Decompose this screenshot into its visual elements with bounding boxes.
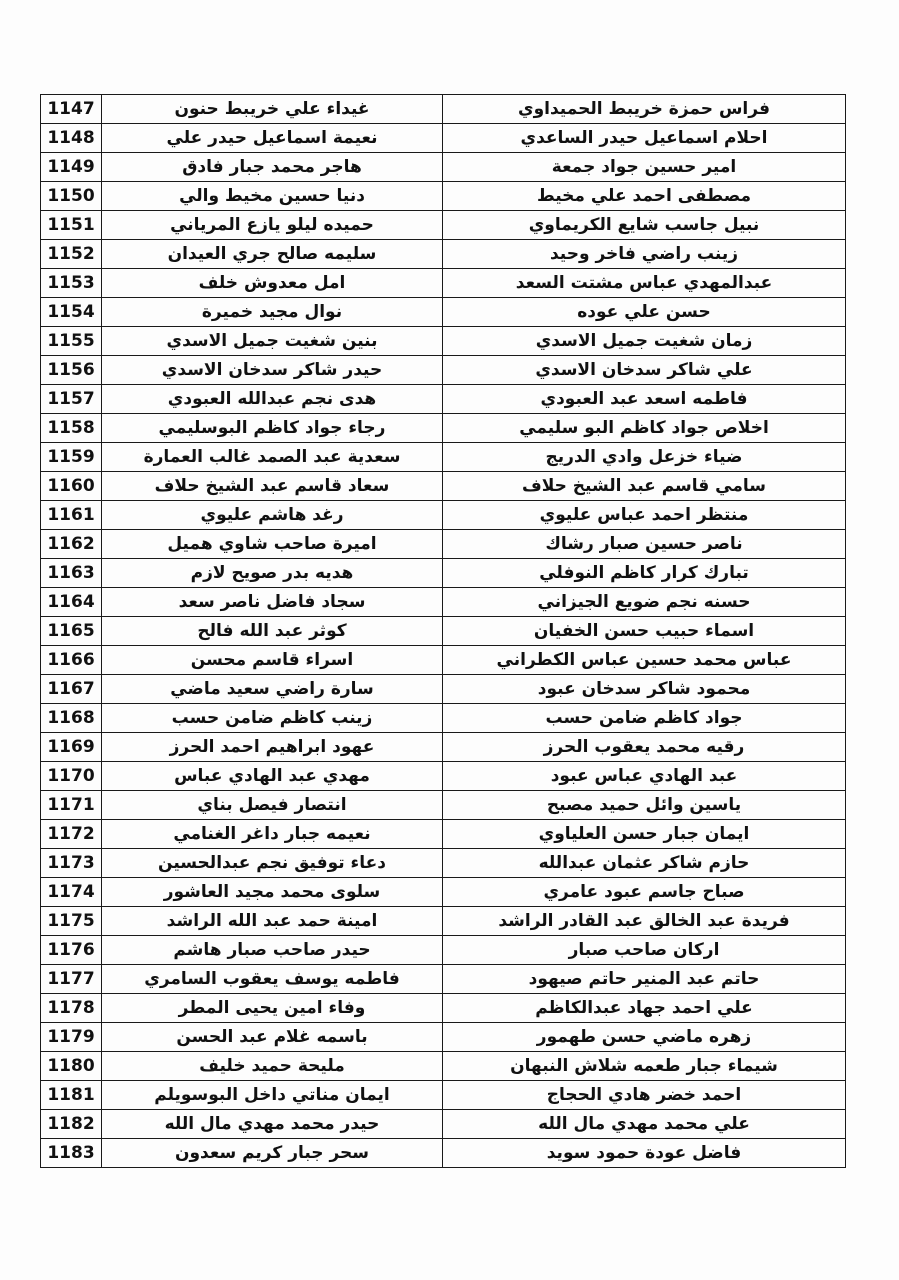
first-name-cell: احمد خضر هادي الحجاج — [443, 1081, 846, 1110]
table-row — [41, 965, 846, 994]
row-number: 1178 — [41, 994, 102, 1023]
row-number: 1175 — [41, 907, 102, 936]
first-name-cell: رقيه محمد يعقوب الحرز — [443, 733, 846, 762]
second-name-cell: نعيمة اسماعيل حيدر علي — [102, 124, 443, 153]
row-number: 1161 — [41, 501, 102, 530]
row-number: 1154 — [41, 298, 102, 327]
row-number: 1159 — [41, 443, 102, 472]
second-name-cell: نعيمه جبار داغر الغنامي — [102, 820, 443, 849]
first-name-cell: عبد الهادي عباس عبود — [443, 762, 846, 791]
names-table — [40, 94, 846, 1168]
table-row — [41, 791, 846, 820]
first-name-cell: فراس حمزة خريبط الحميداوي — [443, 95, 846, 124]
row-number: 1182 — [41, 1110, 102, 1139]
first-name-cell: اسماء حبيب حسن الخفيان — [443, 617, 846, 646]
second-name-cell: وفاء امين يحيى المطر — [102, 994, 443, 1023]
row-number: 1158 — [41, 414, 102, 443]
first-name-cell: زينب راضي فاخر وحيد — [443, 240, 846, 269]
first-name-cell: فريدة عبد الخالق عبد القادر الراشد — [443, 907, 846, 936]
second-name-cell: مهدي عبد الهادي عباس — [102, 762, 443, 791]
second-name-cell: امل معدوش خلف — [102, 269, 443, 298]
row-number: 1168 — [41, 704, 102, 733]
table-row — [41, 994, 846, 1023]
table-row — [41, 182, 846, 211]
table-row — [41, 878, 846, 907]
names-table-body — [41, 95, 846, 1168]
second-name-cell: اسراء قاسم محسن — [102, 646, 443, 675]
table-row — [41, 211, 846, 240]
first-name-cell: اخلاص جواد كاظم البو سليمي — [443, 414, 846, 443]
row-number: 1176 — [41, 936, 102, 965]
second-name-cell: ايمان مناتي داخل البوسويلم — [102, 1081, 443, 1110]
row-number: 1157 — [41, 385, 102, 414]
row-number: 1163 — [41, 559, 102, 588]
row-number: 1162 — [41, 530, 102, 559]
first-name-cell: عباس محمد حسين عباس الكطراني — [443, 646, 846, 675]
first-name-cell: ياسين وائل حميد مصبح — [443, 791, 846, 820]
second-name-cell: عهود ابراهيم احمد الحرز — [102, 733, 443, 762]
first-name-cell: منتظر احمد عباس عليوي — [443, 501, 846, 530]
table-row — [41, 1081, 846, 1110]
table-row — [41, 820, 846, 849]
first-name-cell: شيماء جبار طعمه شلاش النبهان — [443, 1052, 846, 1081]
table-row — [41, 617, 846, 646]
second-name-cell: حيدر شاكر سدخان الاسدي — [102, 356, 443, 385]
row-number: 1181 — [41, 1081, 102, 1110]
first-name-cell: زمان شغيت جميل الاسدي — [443, 327, 846, 356]
second-name-cell: بنين شغيت جميل الاسدي — [102, 327, 443, 356]
first-name-cell: محمود شاكر سدخان عبود — [443, 675, 846, 704]
row-number: 1160 — [41, 472, 102, 501]
second-name-cell: حميده ليلو يازع المرياني — [102, 211, 443, 240]
table-row — [41, 559, 846, 588]
second-name-cell: هدى نجم عبدالله العبودي — [102, 385, 443, 414]
first-name-cell: علي شاكر سدخان الاسدي — [443, 356, 846, 385]
second-name-cell: انتصار فيصل بناي — [102, 791, 443, 820]
second-name-cell: فاطمه يوسف يعقوب السامري — [102, 965, 443, 994]
first-name-cell: سامي قاسم عبد الشيخ حلاف — [443, 472, 846, 501]
table-row — [41, 414, 846, 443]
second-name-cell: رجاء جواد كاظم البوسليمي — [102, 414, 443, 443]
row-number: 1152 — [41, 240, 102, 269]
row-number: 1165 — [41, 617, 102, 646]
table-row — [41, 907, 846, 936]
table-row — [41, 298, 846, 327]
row-number: 1155 — [41, 327, 102, 356]
row-number: 1147 — [41, 95, 102, 124]
table-row — [41, 936, 846, 965]
second-name-cell: غيداء علي خريبط حنون — [102, 95, 443, 124]
second-name-cell: سحر جبار كريم سعدون — [102, 1139, 443, 1168]
first-name-cell: تبارك كرار كاظم النوفلي — [443, 559, 846, 588]
second-name-cell: سعاد قاسم عبد الشيخ حلاف — [102, 472, 443, 501]
table-row — [41, 849, 846, 878]
second-name-cell: دنيا حسين مخيط والي — [102, 182, 443, 211]
table-row — [41, 675, 846, 704]
second-name-cell: حيدر صاحب صبار هاشم — [102, 936, 443, 965]
second-name-cell: امينة حمد عبد الله الراشد — [102, 907, 443, 936]
table-row — [41, 530, 846, 559]
row-number: 1174 — [41, 878, 102, 907]
table-row — [41, 356, 846, 385]
second-name-cell: سعدية عبد الصمد غالب العمارة — [102, 443, 443, 472]
table-row — [41, 1052, 846, 1081]
table-row — [41, 472, 846, 501]
first-name-cell: مصطفى احمد علي مخيط — [443, 182, 846, 211]
second-name-cell: رغد هاشم عليوي — [102, 501, 443, 530]
row-number: 1149 — [41, 153, 102, 182]
first-name-cell: احلام اسماعيل حيدر الساعدي — [443, 124, 846, 153]
first-name-cell: صباح جاسم عبود عامري — [443, 878, 846, 907]
first-name-cell: فاطمه اسعد عبد العبودي — [443, 385, 846, 414]
table-row — [41, 240, 846, 269]
table-row — [41, 385, 846, 414]
table-row — [41, 501, 846, 530]
table-row — [41, 443, 846, 472]
first-name-cell: حازم شاكر عثمان عبدالله — [443, 849, 846, 878]
table-row — [41, 733, 846, 762]
table-row — [41, 704, 846, 733]
row-number: 1166 — [41, 646, 102, 675]
table-row — [41, 124, 846, 153]
row-number: 1177 — [41, 965, 102, 994]
table-row — [41, 1139, 846, 1168]
second-name-cell: كوثر عبد الله فالح — [102, 617, 443, 646]
first-name-cell: علي محمد مهدي مال الله — [443, 1110, 846, 1139]
table-row — [41, 269, 846, 298]
first-name-cell: علي احمد جهاد عبدالكاظم — [443, 994, 846, 1023]
row-number: 1183 — [41, 1139, 102, 1168]
second-name-cell: زينب كاظم ضامن حسب — [102, 704, 443, 733]
first-name-cell: ناصر حسين صبار رشاك — [443, 530, 846, 559]
first-name-cell: ضياء خزعل وادي الدريج — [443, 443, 846, 472]
first-name-cell: حسنه نجم ضويع الجيزاني — [443, 588, 846, 617]
first-name-cell: حسن علي عوده — [443, 298, 846, 327]
table-row — [41, 646, 846, 675]
row-number: 1167 — [41, 675, 102, 704]
row-number: 1169 — [41, 733, 102, 762]
row-number: 1179 — [41, 1023, 102, 1052]
second-name-cell: هديه بدر صويح لازم — [102, 559, 443, 588]
table-row — [41, 1110, 846, 1139]
second-name-cell: سارة راضي سعيد ماضي — [102, 675, 443, 704]
row-number: 1172 — [41, 820, 102, 849]
row-number: 1156 — [41, 356, 102, 385]
first-name-cell: اركان صاحب صبار — [443, 936, 846, 965]
table-row — [41, 153, 846, 182]
row-number: 1151 — [41, 211, 102, 240]
row-number: 1171 — [41, 791, 102, 820]
table-row — [41, 762, 846, 791]
table-row — [41, 327, 846, 356]
first-name-cell: ايمان جبار حسن العلياوي — [443, 820, 846, 849]
row-number: 1164 — [41, 588, 102, 617]
first-name-cell: نبيل جاسب شايع الكريماوي — [443, 211, 846, 240]
second-name-cell: هاجر محمد جبار فادق — [102, 153, 443, 182]
first-name-cell: زهره ماضي حسن طهمور — [443, 1023, 846, 1052]
row-number: 1180 — [41, 1052, 102, 1081]
second-name-cell: نوال مجيد خميرة — [102, 298, 443, 327]
table-row — [41, 1023, 846, 1052]
second-name-cell: باسمه غلام عبد الحسن — [102, 1023, 443, 1052]
row-number: 1148 — [41, 124, 102, 153]
second-name-cell: مليحة حميد خليف — [102, 1052, 443, 1081]
second-name-cell: سلوى محمد مجيد العاشور — [102, 878, 443, 907]
second-name-cell: اميرة صاحب شاوي هميل — [102, 530, 443, 559]
second-name-cell: سليمه صالح جري العيدان — [102, 240, 443, 269]
row-number: 1173 — [41, 849, 102, 878]
table-row — [41, 95, 846, 124]
first-name-cell: عبدالمهدي عباس مشتت السعد — [443, 269, 846, 298]
second-name-cell: حيدر محمد مهدي مال الله — [102, 1110, 443, 1139]
second-name-cell: دعاء توفيق نجم عبدالحسين — [102, 849, 443, 878]
first-name-cell: امير حسين جواد جمعة — [443, 153, 846, 182]
row-number: 1150 — [41, 182, 102, 211]
first-name-cell: حاتم عبد المنير حاتم صيهود — [443, 965, 846, 994]
row-number: 1170 — [41, 762, 102, 791]
first-name-cell: جواد كاظم ضامن حسب — [443, 704, 846, 733]
row-number: 1153 — [41, 269, 102, 298]
second-name-cell: سجاد فاضل ناصر سعد — [102, 588, 443, 617]
first-name-cell: فاضل عودة حمود سويد — [443, 1139, 846, 1168]
table-row — [41, 588, 846, 617]
